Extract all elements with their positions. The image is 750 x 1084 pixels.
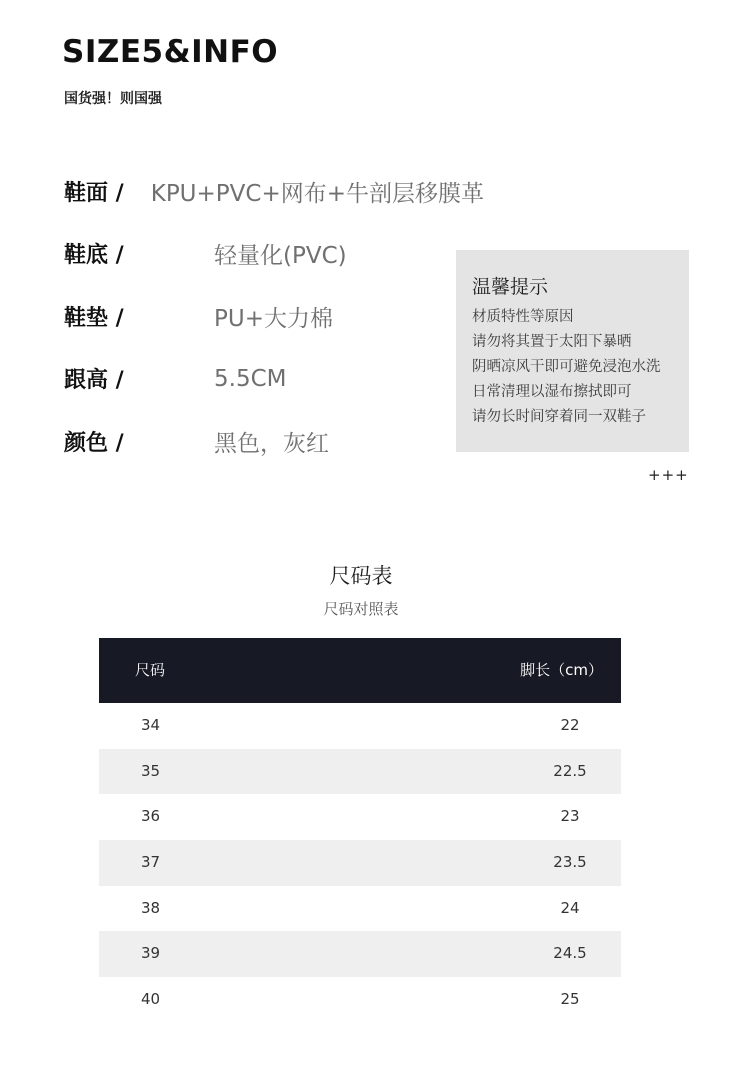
foot-length-cell: 25 [560, 990, 580, 1009]
foot-length-cell: 23.5 [553, 853, 587, 872]
size-cell: 39 [141, 944, 161, 963]
tips-line: 日常清理以湿布擦拭即可 [472, 384, 632, 400]
table-row [99, 931, 621, 977]
tips-line: 请勿长时间穿着同一双鞋子 [472, 409, 646, 425]
foot-length-cell: 22.5 [553, 761, 587, 780]
table-row [99, 703, 621, 749]
size-cell: 40 [141, 990, 161, 1009]
page-subtitle: 国货强！则国强 [64, 91, 162, 107]
table-header [99, 638, 621, 703]
size-table [99, 638, 621, 1023]
spec-row-upper [64, 160, 484, 223]
size-cell: 34 [141, 716, 161, 734]
tips-title: 温馨提示 [472, 276, 549, 298]
table-row [99, 749, 621, 795]
spec-label: 鞋垫 / [64, 305, 124, 331]
care-tips-box [456, 250, 689, 452]
table-row [99, 977, 621, 1023]
foot-length-cell: 22 [560, 716, 580, 734]
foot-length-cell: 24 [560, 898, 580, 917]
column-header-foot-length: 脚长（cm） [520, 661, 603, 679]
spec-row-insole [64, 285, 484, 348]
spec-label: 跟高 / [64, 368, 124, 394]
spec-value: 黑色，灰红 [214, 430, 329, 457]
size-cell: 36 [141, 807, 161, 826]
spec-value: PU+大力棉 [214, 305, 333, 332]
spec-value: 5.5CM [214, 365, 287, 392]
foot-length-cell: 24.5 [553, 944, 587, 963]
table-row [99, 840, 621, 886]
tips-line: 请勿将其置于太阳下暴晒 [472, 334, 632, 350]
spec-value: 轻量化(PVC) [214, 243, 347, 270]
tips-line: 阴晒凉风干即可避免浸泡水洗 [472, 359, 661, 375]
spec-value: KPU+PVC+网布+牛剖层移膜革 [150, 180, 484, 207]
plus-decoration: +++ [648, 466, 689, 484]
spec-row-sole [64, 223, 484, 286]
size-chart-title: 尺码表 [329, 564, 393, 588]
column-header-size: 尺码 [135, 661, 166, 679]
size-cell: 38 [141, 898, 161, 917]
foot-length-cell: 23 [560, 807, 580, 826]
spec-label: 鞋底 / [64, 243, 124, 269]
size-chart-subtitle: 尺码对照表 [323, 600, 399, 618]
size-cell: 37 [141, 853, 161, 872]
spec-row-color [64, 410, 484, 473]
table-row [99, 886, 621, 932]
page-title: SIZE5&INFO [62, 34, 279, 70]
tips-line: 材质特性等原因 [472, 309, 574, 325]
spec-label: 鞋面 / [64, 180, 124, 206]
spec-list [64, 160, 484, 473]
table-row [99, 794, 621, 840]
size-cell: 35 [141, 761, 161, 780]
spec-row-heel-height [64, 348, 484, 411]
spec-label: 颜色 / [64, 430, 124, 456]
